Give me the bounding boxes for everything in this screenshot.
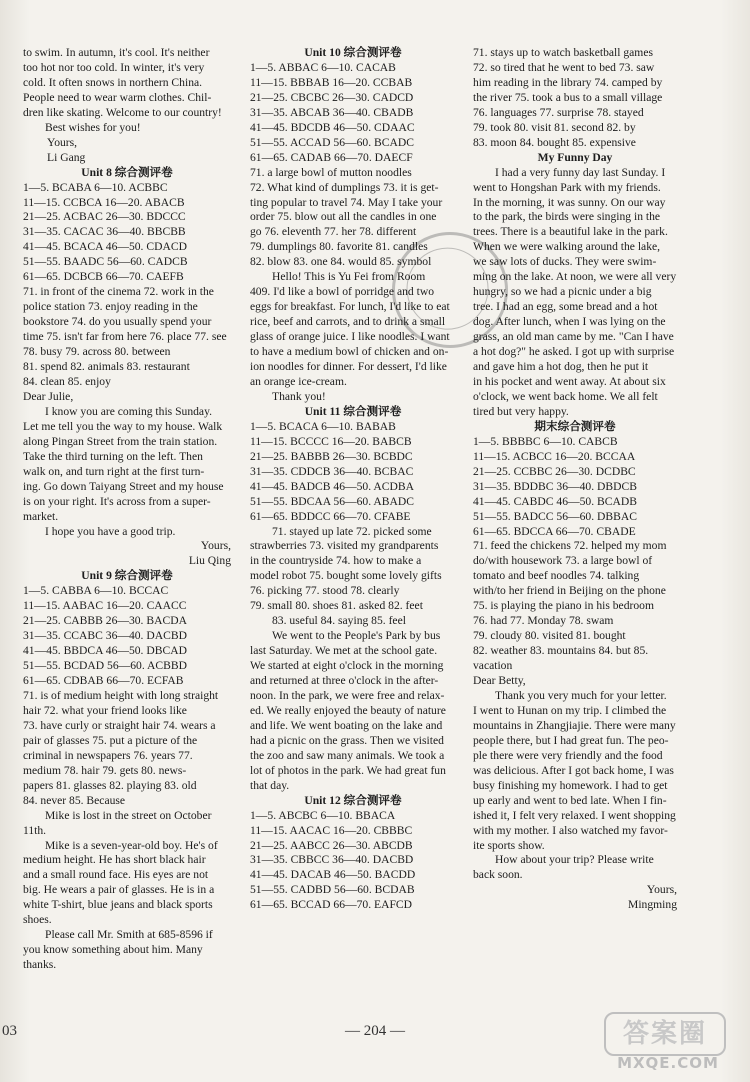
answer-line: 41—45. BBDCA 46—50. DBCAD — [23, 644, 187, 658]
answer-line: grass, an old man came by me. "Can I have — [473, 330, 674, 344]
answer-line: went to Hongshan Park with my friends. — [473, 180, 661, 194]
answer-line: 61—65. CDBAB 66—70. ECFAB — [23, 674, 184, 688]
answer-line: up early and went to bed late. When I fin- — [473, 793, 667, 807]
answer-line: 1—5. BCABA 6—10. ACBBC — [23, 180, 168, 194]
answer-line: 61—65. DCBCB 66—70. CAEFB — [23, 270, 184, 284]
answer-line: noon. In the park, we were free and relax- — [250, 688, 445, 702]
page-number: — 204 — — [345, 1023, 405, 1039]
answer-line: 61—65. CADAB 66—70. DAECF — [250, 150, 413, 164]
answer-line: tomato and beef noodles 74. talking — [473, 569, 640, 583]
answer-line: tree. I had an egg, some bread and a hot — [473, 300, 658, 314]
answer-line: dog. After lunch, when I was lying on the — [473, 315, 666, 329]
answer-line: ing. Go down Taiyang Street and my house — [23, 479, 224, 493]
answer-line: him reading in the library 74. camped by — [473, 75, 663, 89]
answer-line: 71. stays up to watch basketball games — [473, 46, 653, 59]
answer-line: order 75. blow out all the candles in one — [250, 210, 437, 224]
answer-line: 83. useful 84. saying 85. feel — [272, 614, 406, 628]
section-heading: Unit 11 综合测评卷 — [304, 404, 402, 418]
answer-line: ion noodles for dinner. For dessert, I'd like — [250, 360, 447, 374]
answer-line: the zoo and saw many animals. We took a — [250, 748, 445, 762]
answer-line: 11—15. BBBAB 16—20. CCBAB — [250, 75, 413, 89]
answer-line: 61—65. BDDCC 66—70. CFABE — [250, 509, 411, 523]
answer-line: 11—15. AACAC 16—20. CBBBC — [250, 823, 413, 837]
answer-line: 51—55. BAADC 56—60. CADCB — [23, 255, 188, 269]
answer-column-middle — [250, 46, 456, 913]
answer-line: When we were walking around the lake, — [473, 240, 661, 254]
answer-line: in the countryside 74. how to make a — [250, 554, 422, 568]
answer-line: trees. There is a beautiful lake in the park. — [473, 225, 668, 239]
answer-line: Liu Qing — [188, 554, 231, 568]
section-heading: Unit 12 综合测评卷 — [304, 793, 402, 807]
answer-line: the river 75. took a bus to a small village — [473, 90, 663, 104]
answer-line: lot of photos in the park. We had great fun — [250, 763, 446, 777]
answer-line: 21—25. CCBBC 26—30. DCDBC — [473, 464, 636, 478]
answer-line: 41—45. BADCB 46—50. ACDBA — [250, 479, 414, 493]
answer-line: mountains in Zhangjiajie. There were many — [473, 718, 676, 732]
answer-line: 11—15. CCBCA 16—20. ABACB — [23, 195, 185, 209]
answer-line: 21—25. CBCBC 26—30. CADCD — [250, 90, 414, 104]
answer-line: medium height. He has short black hair — [23, 853, 206, 867]
watermark-url: MXQE.COM — [617, 1054, 719, 1072]
answer-line: 79. cloudy 80. visited 81. bought — [473, 629, 626, 643]
previous-page-number-fragment: 03 — [2, 1023, 17, 1039]
answer-line: 41—45. BDCDB 46—50. CDAAC — [250, 120, 415, 134]
answer-line: 31—35. CBBCC 36—40. DACBD — [250, 853, 414, 867]
answer-line: 51—55. CADBD 56—60. BCDAB — [250, 883, 415, 897]
answer-line: ming on the lake. At noon, we were all very — [473, 270, 677, 284]
answer-line: Best wishes for you! — [45, 120, 141, 134]
answer-line: 71. is of medium height with long straight — [23, 688, 219, 702]
answer-line: 11th. — [23, 823, 47, 837]
answer-line: back soon. — [473, 868, 523, 882]
answer-line: 21—25. CABBB 26—30. BACDA — [23, 614, 187, 628]
answer-line: 61—65. BDCCA 66—70. CBADE — [473, 524, 636, 538]
answer-line: an orange ice-cream. — [250, 374, 347, 388]
answer-line: 1—5. ABBAC 6—10. CACAB — [250, 60, 396, 74]
answer-line: walk on, and turn right at the first turn- — [23, 464, 205, 478]
answer-line: 73. have curly or straight hair 74. wears a — [23, 718, 216, 732]
answer-line: in his pocket and went away. At about six — [473, 374, 666, 388]
answer-line: Take the third turning on the left. Then — [23, 449, 203, 463]
answer-line: 84. never 85. Because — [23, 793, 126, 807]
answer-line: 61—65. BCCAD 66—70. EAFCD — [250, 898, 413, 912]
answer-line: Yours, — [47, 135, 78, 149]
answer-line: to have a medium bowl of chicken and on- — [250, 345, 449, 359]
answer-line: that day. — [250, 778, 290, 792]
answer-column-right — [473, 46, 677, 913]
answer-line: Thank you! — [272, 389, 326, 403]
answer-line: 41—45. DACAB 46—50. BACDD — [250, 868, 416, 882]
answer-line: thanks. — [23, 958, 57, 972]
answer-line: 51—55. BDCAA 56—60. ABADC — [250, 494, 414, 508]
answer-line: 51—55. ACCAD 56—60. BCADC — [250, 135, 414, 149]
answer-line: 76. picking 77. stood 78. clearly — [250, 584, 400, 598]
answer-line: 79. small 80. shoes 81. asked 82. feet — [250, 599, 423, 613]
answer-line: you know something about him. Many — [23, 943, 203, 957]
answer-line: We started at eight o'clock in the morning — [250, 659, 444, 673]
answer-line: with my mother. I also watched my favor- — [473, 823, 668, 837]
answer-line: I hope you have a good trip. — [45, 524, 176, 538]
answer-line: 75. is playing the piano in his bedroom — [473, 599, 654, 613]
answer-line: and returned at three o'clock in the after- — [250, 674, 439, 688]
answer-line: bookstore 74. do you usually spend your — [23, 315, 212, 329]
answer-line: Mike is lost in the street on October — [45, 808, 212, 822]
answer-line: 72. so tired that he went to bed 73. saw — [473, 60, 655, 74]
answer-line: Dear Betty, — [473, 674, 526, 688]
answer-line: dren like skating. Welcome to our country! — [23, 105, 222, 119]
answer-line: cold. It often snows in northern China. — [23, 75, 203, 89]
answer-line: 11—15. BCCCC 16—20. BABCB — [250, 434, 412, 448]
answer-line: a hot dog?" he asked. I got up with surprise — [473, 345, 675, 359]
answer-line: 11—15. ACBCC 16—20. BCCAA — [473, 449, 636, 463]
answer-line: 71. feed the chickens 72. helped my mom — [473, 539, 667, 553]
answer-line: Yours, — [200, 539, 231, 553]
answer-line: eggs for breakfast. For lunch, I'd like to eat — [250, 300, 450, 314]
section-heading: Unit 10 综合测评卷 — [304, 46, 402, 59]
answer-line: strawberries 73. visited my grandparents — [250, 539, 439, 553]
answer-line: 51—55. BADCC 56—60. DBBAC — [473, 509, 637, 523]
answer-line: busy finishing my homework. I had to get — [473, 778, 668, 792]
answer-line: 71. in front of the cinema 72. work in the — [23, 285, 214, 299]
answer-line: 72. What kind of dumplings 73. it is get- — [250, 180, 439, 194]
answer-line: along Pingan Street from the train station. — [23, 434, 218, 448]
answer-line: 51—55. BCDAD 56—60. ACBBD — [23, 659, 187, 673]
answer-line: 71. stayed up late 72. picked some — [272, 524, 432, 538]
answer-line: white T-shirt, blue jeans and black sports — [23, 898, 213, 912]
answer-line: Hello! This is Yu Fei from Room — [272, 270, 426, 284]
answer-line: 76. languages 77. surprise 78. stayed — [473, 105, 644, 119]
answer-line: 31—35. CDDCB 36—40. BCBAC — [250, 464, 414, 478]
answer-line: last Saturday. We met at the school gate. — [250, 644, 438, 658]
answer-line: medium 78. hair 79. gets 80. news- — [23, 763, 187, 777]
answer-line: model robot 75. bought some lovely gifts — [250, 569, 442, 583]
answer-line: hungry, so we had a picnic under a big — [473, 285, 652, 299]
answer-line: time 75. isn't far from here 76. place 77. see — [23, 330, 227, 344]
answer-line: 31—35. ABCAB 36—40. CBADB — [250, 105, 414, 119]
answer-line: 21—25. ACBAC 26—30. BDCCC — [23, 210, 186, 224]
answer-line: 1—5. ABCBC 6—10. BBACA — [250, 808, 396, 822]
answer-line: is on your right. It's across from a super- — [23, 494, 211, 508]
answer-line: ting popular to travel 74. May I take your — [250, 195, 443, 209]
answer-line: Dear Julie, — [23, 389, 74, 403]
answer-line: market. — [23, 509, 59, 523]
answer-line: people there, but I had great fun. The peo- — [473, 733, 669, 747]
answer-line: ed. We really enjoyed the beauty of nature — [250, 703, 446, 717]
answer-column-left — [23, 46, 231, 973]
answer-line: 78. busy 79. across 80. between — [23, 345, 171, 359]
answer-line: and life. We went boating on the lake and — [250, 718, 443, 732]
answer-line: papers 81. glasses 82. playing 83. old — [23, 778, 197, 792]
answer-line: 1—5. BBBBC 6—10. CABCB — [473, 434, 618, 448]
answer-line: 21—25. BABBB 26—30. BCBDC — [250, 449, 413, 463]
answer-line: 79. took 80. visit 81. second 82. by — [473, 120, 636, 134]
answer-line: 11—15. AABAC 16—20. CAACC — [23, 599, 187, 613]
answer-line: shoes. — [23, 913, 52, 927]
answer-line: People need to wear warm clothes. Chil- — [23, 90, 212, 104]
answer-line: Thank you very much for your letter. — [495, 688, 667, 702]
answer-line: ple there were very friendly and the food — [473, 748, 663, 762]
section-heading: Unit 9 综合测评卷 — [81, 569, 173, 583]
answer-line: Li Gang — [47, 150, 86, 164]
answer-line: Let me tell you the way to my house. Walk — [23, 419, 223, 433]
answer-line: hair 72. what your friend looks like — [23, 703, 187, 717]
answer-line: to the park, the birds were singing in the — [473, 210, 661, 224]
answer-line: 81. spend 82. animals 83. restaurant — [23, 360, 190, 374]
answer-line: 409. I'd like a bowl of porridge and two — [250, 285, 435, 299]
answer-line: Yours, — [646, 883, 677, 897]
answer-line: 79. dumplings 80. favorite 81. candles — [250, 240, 428, 254]
answer-line: 31—35. BDDBC 36—40. DBDCB — [473, 479, 637, 493]
answer-line: o'clock, we went back home. We all felt — [473, 389, 658, 403]
section-heading: 期末综合测评卷 — [534, 419, 616, 433]
answer-line: 71. a large bowl of mutton noodles — [250, 165, 412, 179]
answer-line: go 76. eleventh 77. her 78. different — [250, 225, 417, 239]
answer-line: 41—45. CABDC 46—50. BCADB — [473, 494, 637, 508]
answer-line: with/to her friend in Beijing on the phone — [473, 584, 666, 598]
answer-line: too hot nor too cold. In winter, it's very — [23, 60, 205, 74]
answer-line: ite sports show. — [473, 838, 545, 852]
answer-line: 31—35. CACAC 36—40. BBCBB — [23, 225, 186, 239]
section-heading: Unit 8 综合测评卷 — [81, 165, 173, 179]
answer-line: 41—45. BCACA 46—50. CDACD — [23, 240, 187, 254]
answer-line: I had a very funny day last Sunday. I — [495, 165, 666, 179]
watermark-logo-text: 答案圈 — [604, 1012, 726, 1056]
answer-line: I know you are coming this Sunday. — [45, 404, 213, 418]
answer-line: Mingming — [628, 898, 677, 912]
answer-line: ished it, I felt very relaxed. I went shopping — [473, 808, 676, 822]
answer-line: criminal in newspapers 76. years 77. — [23, 748, 193, 762]
answer-line: we saw lots of ducks. They were swim- — [473, 255, 657, 269]
answer-line: big. He wears a pair of glasses. He is in a — [23, 883, 215, 897]
answer-line: 82. blow 83. one 84. would 85. symbol — [250, 255, 432, 269]
answer-line: police station 73. enjoy reading in the — [23, 300, 198, 314]
answer-line: I went to Hunan on my trip. I climbed the — [473, 703, 667, 717]
answer-line: pair of glasses 75. put a picture of the — [23, 733, 198, 747]
section-heading: My Funny Day — [537, 150, 613, 164]
answer-line: Please call Mr. Smith at 685-8596 if — [45, 928, 213, 942]
answer-line: Mike is a seven-year-old boy. He's of — [45, 838, 218, 852]
site-watermark — [598, 1010, 738, 1072]
answer-line: to swim. In autumn, it's cool. It's neither — [23, 46, 210, 59]
answer-line: 1—5. BCACA 6—10. BABAB — [250, 419, 396, 433]
answer-line: and a small round face. His eyes are not — [23, 868, 209, 882]
answer-line: 82. weather 83. mountains 84. but 85. — [473, 644, 649, 658]
answer-line: 84. clean 85. enjoy — [23, 374, 111, 388]
answer-line: In the morning, it was sunny. On our way — [473, 195, 666, 209]
answer-line: We went to the People's Park by bus — [272, 629, 441, 643]
answer-line: rice, beef and carrots, and to drink a small — [250, 315, 446, 329]
answer-line: How about your trip? Please write — [495, 853, 654, 867]
answer-line: 1—5. CABBA 6—10. BCCAC — [23, 584, 169, 598]
answer-line: 31—35. CCABC 36—40. DACBD — [23, 629, 187, 643]
answer-line: glass of orange juice. I like noodles. I want — [250, 330, 450, 344]
answer-line: 83. moon 84. bought 85. expensive — [473, 135, 636, 149]
answer-line: tired but very happy. — [473, 404, 569, 418]
answer-line: do/with housework 73. a large bowl of — [473, 554, 653, 568]
answer-line: vacation — [473, 659, 513, 673]
answer-line: 76. had 77. Monday 78. swam — [473, 614, 614, 628]
answer-line: had a picnic on the grass. Then we visited — [250, 733, 444, 747]
answer-line: was delicious. After I got back home, I was — [473, 763, 674, 777]
answer-line: and gave him a hot dog, then he put it — [473, 360, 649, 374]
answer-line: 21—25. AABCC 26—30. ABCDB — [250, 838, 413, 852]
